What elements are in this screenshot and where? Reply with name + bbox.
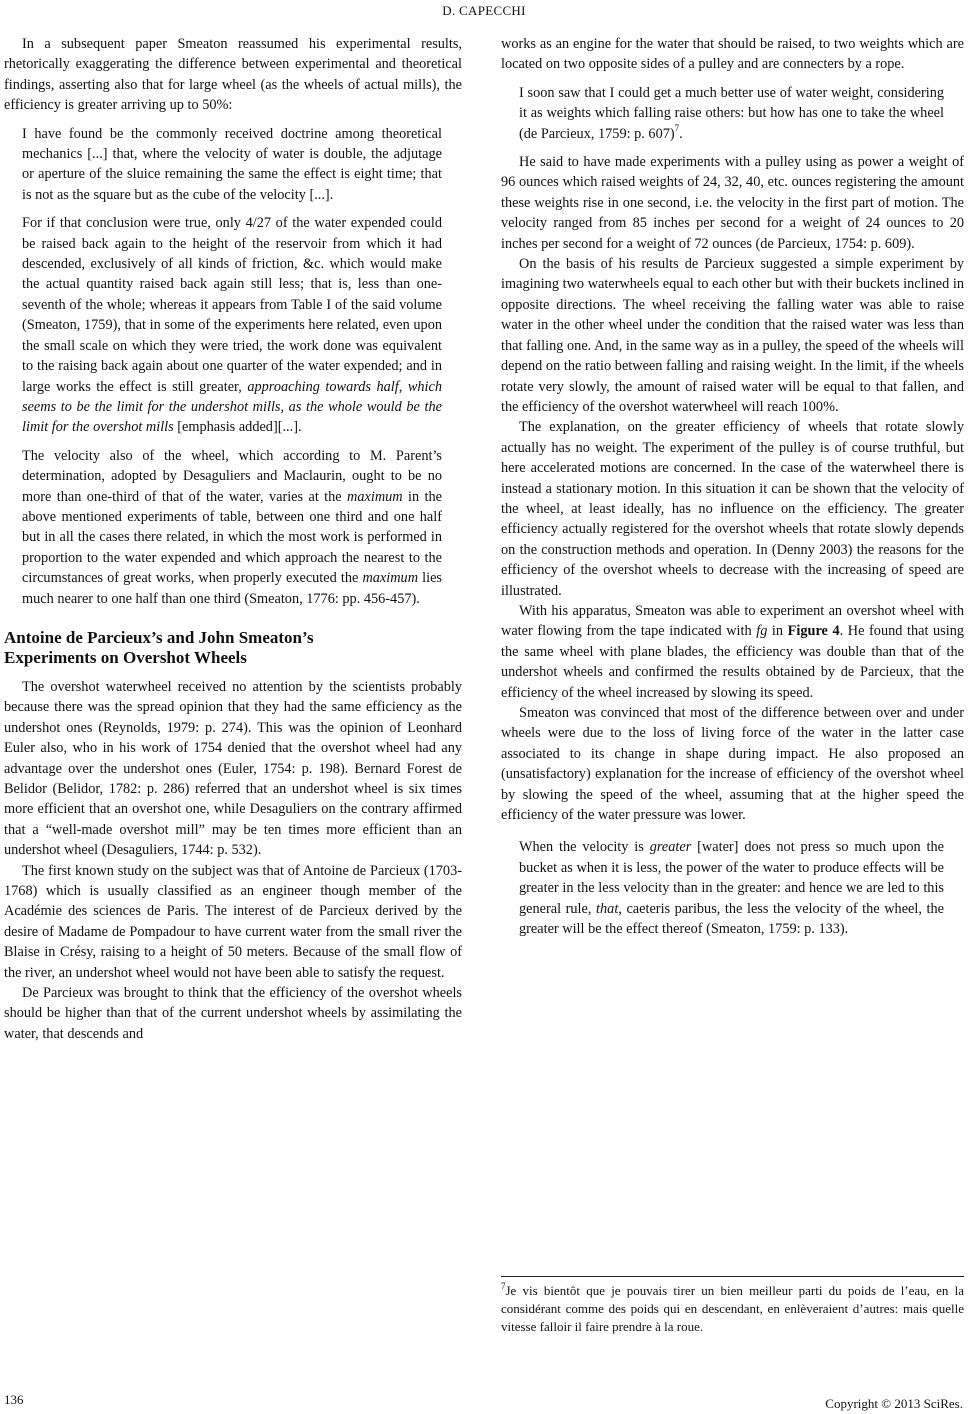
block-quote <box>22 124 442 609</box>
block-quote <box>519 837 944 939</box>
body-paragraph: He said to have made experiments with a pulley using as power a weight of 96 ounces which raised weights of 24, 32, 40, etc. ounces registering the amount these weights rise in one second, i.e. the velocity in the first part of motion. The velocity ranged from 85 inches per second for a weight of 24 ounces to 20 inches per second for a weight of 72 ounces (de Parcieux, 1754: p. 609). <box>501 154 964 252</box>
footnote-divider <box>501 1276 964 1277</box>
footnote-text: $^7$Je vis bientôt que je pouvais tirer un bien meilleur parti du poids de l’eau, en la considérant comme des poids qui en descendant, en enlèveraient d’autres: mais quelle vitesse falloir il faire prendre à la roue. <box>501 1280 964 1334</box>
emphasis: as the whole would be the limit for the overshot mills <box>22 398 442 436</box>
quote-paragraph: I soon saw that I could get a much better use of water weight, considering it as weights which falling raise others: but how has one to take the wheel (de Parcieux, 1759: p. 607)$^7$. <box>519 84 944 142</box>
right-column <box>501 34 964 947</box>
footnote-marker: 7 <box>501 1280 506 1291</box>
left-column <box>4 34 462 1044</box>
emphasis: fg <box>756 623 768 640</box>
copyright-notice: Copyright © 2013 SciRes. <box>825 1396 963 1411</box>
body-paragraph: The explanation, on the greater efficiency of wheels that rotate slowly actually has no weight. The experiment of the pulley is of course truthful, but here accelerated motions are concerned. In the case of the waterwheel there is instead a stationary motion. In this situation it can be shown that the velocity of the wheel, at least ideally, has no influence on the efficiency. The greater efficiency actually registered for the overshot wheels that rotate slowly depends on the construction methods and operation. In (Denny 2003) the reasons for the efficiency of the overshot wheels to decrease with the increasing of speed are illustrated. <box>501 419 964 599</box>
emphasis: greater <box>649 839 692 856</box>
emphasis: maximum <box>347 488 403 505</box>
quote-paragraph: The velocity also of the wheel, which according to M. Parent’s determination, adopted by Desaguliers and Maclaurin, ought to be no more than one-third of that of the water, varies at the maximum in the above mentioned experiments of table, between one third and one half but in all the cases there related, in which the most work is performed in proportion to the water expended and which approach the nearest to the circumstances of great works, when properly executed the maximum lies much nearer to one half than one third (Smeaton, 1776: pp. 456-457). <box>22 447 442 607</box>
emphasis: which seems to be the limit for the undershot mills <box>22 378 442 415</box>
body-paragraph: In a subsequent paper Smeaton reassumed his experimental results, rhetorically exaggerating the difference between experimental and theoretical findings, asserting also that for large wheel (as the wheels of actual mills), the efficiency is greater arriving up to 50%: <box>4 36 462 114</box>
body-paragraph: On the basis of his results de Parcieux suggested a simple experiment by imagining two waterwheels equal to each other but with their buckets inclined in opposite directions. The wheel receiving the falling water was able to raise water in the other wheel under the condition that the raised water was less than that falling one. And, in the same way as in a pulley, the speed of the wheels will depend on the ratio between falling and raising weight. In the limit, if the wheels rotate very slowly, the amount of raised water will be equal to that fallen, and the efficiency of the overshot waterwheel will reach 100%. <box>501 256 964 415</box>
block-quote <box>519 83 944 144</box>
body-paragraph: The first known study on the subject was that of Antoine de Parcieux (1703-1768) which is usually classified as an engineer though member of the Académie des sciences de Paris. The interest of de Parcieux derived by the desire of Madame de Pompadour to have current water from the small river the Blaise in Crésy, raising to a height of 50 meters. Because of the small flow of the river, an undershot wheel would not have been able to satisfy the request. <box>4 862 462 981</box>
section-heading: Antoine de Parcieux’s and John Smeaton’s Experiments on Overshot Wheels <box>4 627 314 668</box>
figure-reference[interactable]: Figure 4 <box>787 623 840 640</box>
footnote <box>501 1282 964 1335</box>
quote-paragraph: I have found be the commonly received doctrine among theoretical mechanics [...] that, where the velocity of water is double, the adjutage or aperture of the sluice remaining the same the effect is eight time; that is not as the square but as the cube of the velocity [...]. <box>22 125 442 203</box>
body-paragraph: With his apparatus, Smeaton was able to experiment an overshot wheel with water flowing from the tape indicated with fg in Figure 4. He found that using the same wheel with plane blades, the efficiency was double than that of the undershot wheels and confirmed the results obtained by de Parcieux, that the efficiency of the wheel increased by slowing its speed. <box>501 602 964 701</box>
emphasis: approaching towards half <box>247 378 399 395</box>
page-number: 136 <box>4 1392 24 1407</box>
body-paragraph: De Parcieux was brought to think that the efficiency of the overshot wheels should be higher than that of the current undershot wheels by assimilating the water, that descends and <box>4 985 462 1042</box>
body-paragraph: The overshot waterwheel received no attention by the scientists probably because there was the spread opinion that they had the same efficiency as the undershot ones (Reynolds, 1979: p. 274). This was the opinion of Leonhard Euler also, who in his work of 1754 denied that the overshot wheel had any advantage over the undershot ones (Euler, 1754: p. 198). Bernard Forest de Belidor (Belidor, 1782: p. 286) referred that an undershot wheel is six times more efficient that an overshot one, while Desaguliers on the contrary affirmed that a “well-made overshot mill” may be ten times more efficient than an undershot wheel (Desaguliers, 1744: p. 532). <box>4 678 462 859</box>
body-paragraph: Smeaton was convinced that most of the difference between over and under wheels were due to the loss of living force of the water in the latter case associated to its change in shape during impact. He also proposed an (unsatisfactory) explanation for the increase of efficiency of the overshot wheel by slowing the speed of the wheel, assuming that at the higher speed the efficiency of the water pressure was lower. <box>501 705 964 824</box>
emphasis: that <box>596 900 619 917</box>
quote-paragraph: For if that conclusion were true, only 4/27 of the water expended could be raised back again to the height of the reservoir from which it had descended, exclusively of all kinds of friction, &c. which would make the actual quantity raised back again still less; that is, less than one-seventh of the whole; whereas it appears from Table I of the said volume (Smeaton, 1759), that in some of the experiments here related, even upon the small scale on which they were tried, the work done was equivalent to the raising back again about one quarter of the water expended; and in large works the effect is still greater, approaching towards half, which seems to be the limit for the undershot mills, as the whole would be the limit for the overshot mills [emphasis added][...]. <box>22 215 442 436</box>
emphasis: maximum <box>362 570 419 587</box>
footnote-ref[interactable]: 7 <box>674 122 680 133</box>
quote-paragraph: When the velocity is greater [water] does not press so much upon the bucket as when it is less, the power of the water to produce effects will be greater in the less velocity than in the greater: and hence we are led to this general rule, that, caeteris paribus, the less the velocity of the wheel, the greater will be the effect thereof (Smeaton, 1759: p. 133). <box>519 839 944 938</box>
body-paragraph: works as an engine for the water that should be raised, to two weights which are located on two opposite sides of a pulley and are connecters by a rope. <box>501 36 964 73</box>
running-header: D. CAPECCHI <box>442 3 526 18</box>
